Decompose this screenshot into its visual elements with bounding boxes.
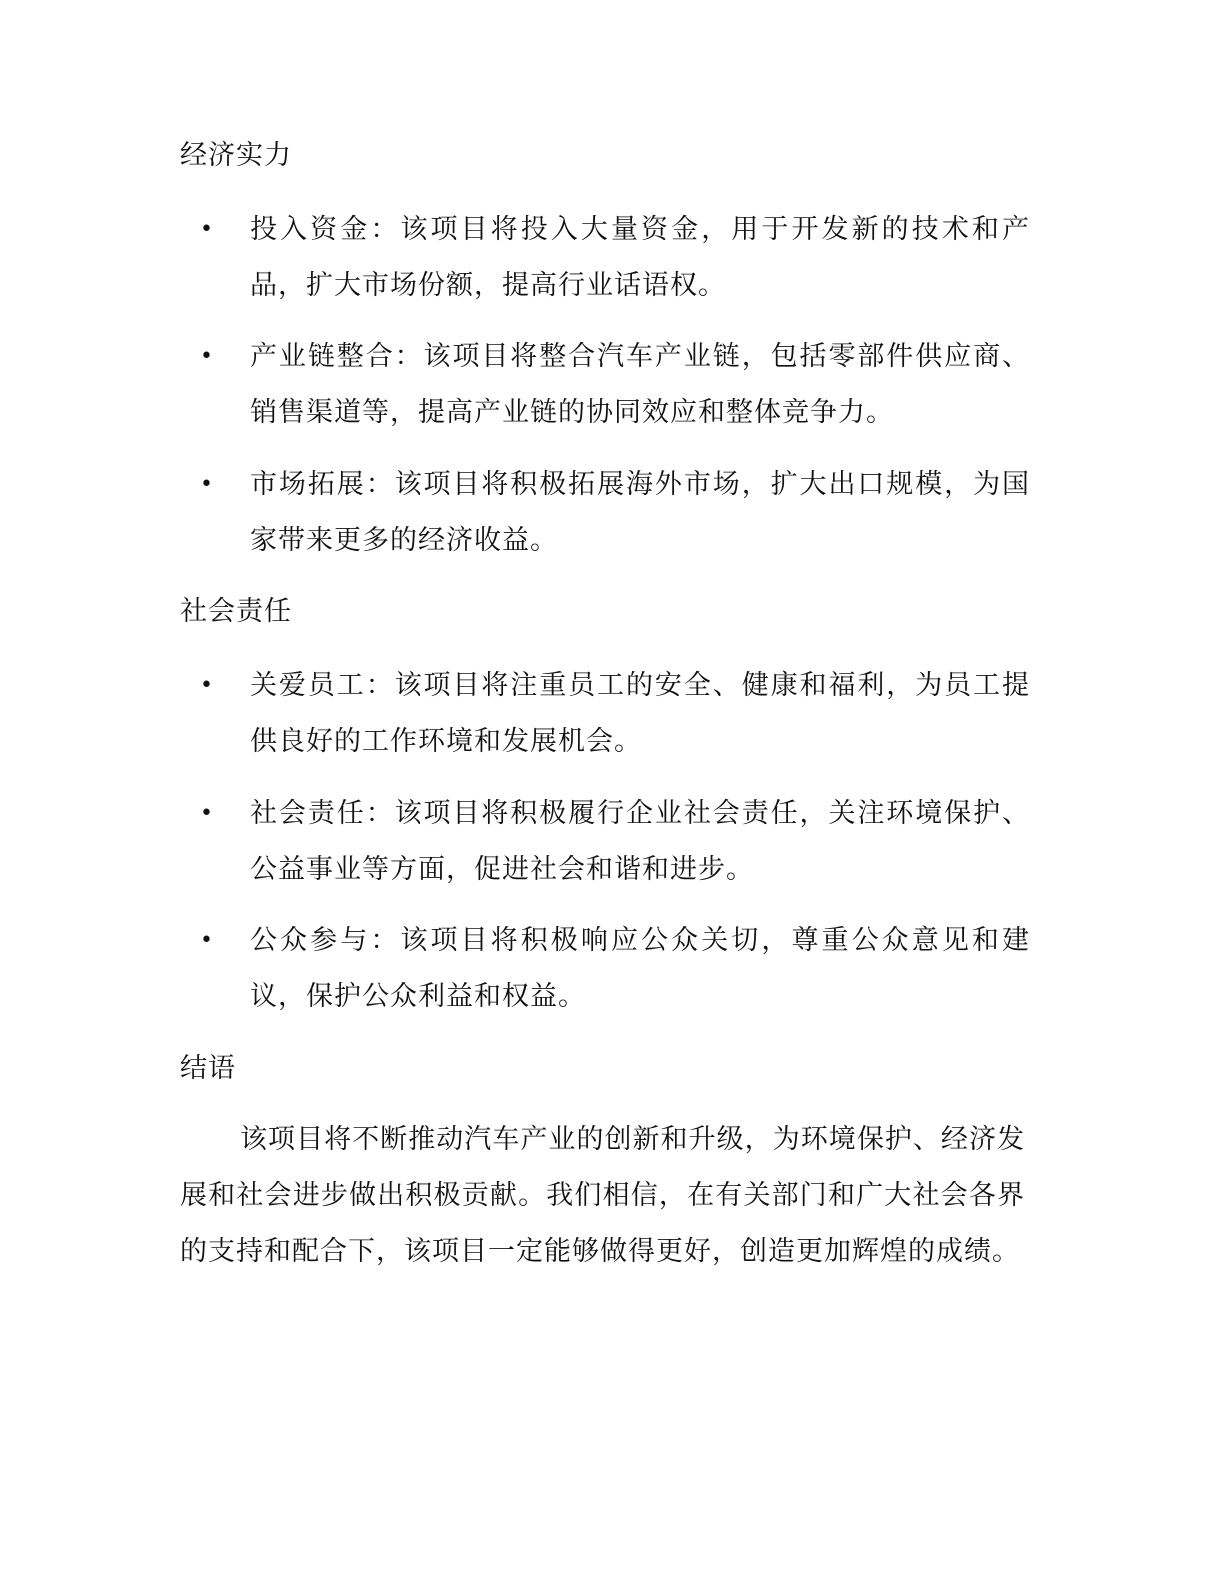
list-item-text: 关爱员工：该项目将注重员工的安全、健康和福利，为员工提供良好的工作环境和发展机会。	[250, 670, 1030, 757]
bullet-icon: •	[200, 472, 213, 497]
bullet-icon: •	[200, 217, 213, 242]
list-item-text: 市场拓展：该项目将积极拓展海外市场，扩大出口规模，为国家带来更多的经济收益。	[250, 469, 1030, 556]
list-item-text: 社会责任：该项目将积极履行企业社会责任，关注环境保护、公益事业等方面，促进社会和谐和进步。	[250, 798, 1030, 885]
bullet-icon: •	[200, 673, 213, 698]
conclusion-paragraph: 该项目将不断推动汽车产业的创新和升级，为环境保护、经济发展和社会进步做出积极贡献。我们相信，在有关部门和广大社会各界的支持和配合下，该项目一定能够做得更好，创造更加辉煌的成绩。	[180, 1124, 1025, 1267]
section-heading-economic-strength: 经济实力	[180, 140, 292, 171]
bullet-icon: •	[200, 801, 213, 826]
section-heading-conclusion: 结语	[180, 1053, 236, 1084]
list-item-text: 投入资金：该项目将投入大量资金，用于开发新的技术和产品，扩大市场份额，提高行业话语权。	[250, 214, 1030, 301]
section-heading-social-responsibility: 社会责任	[180, 596, 292, 627]
bullet-icon: •	[200, 344, 213, 369]
list-item-text: 产业链整合：该项目将整合汽车产业链，包括零部件供应商、销售渠道等，提高产业链的协同效应和整体竞争力。	[250, 341, 1030, 428]
list-item-text: 公众参与：该项目将积极响应公众关切，尊重公众意见和建议，保护公众利益和权益。	[250, 925, 1030, 1012]
bullet-icon: •	[200, 928, 213, 953]
